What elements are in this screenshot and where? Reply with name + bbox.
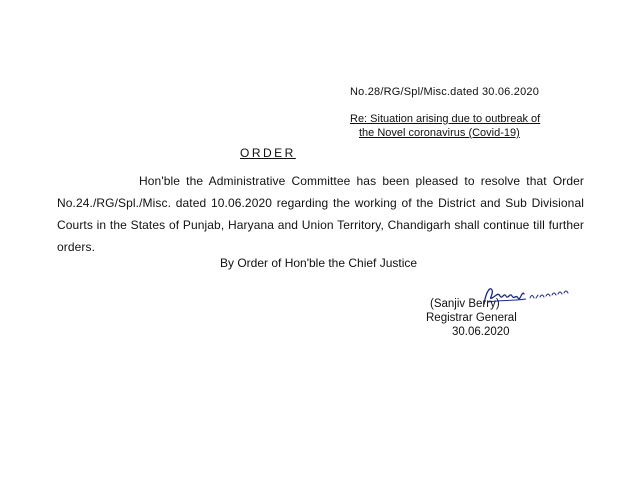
order-body: Hon'ble the Administrative Committee has been pleased to resolve that Order No.24./RG/Spl./Misc. dated 10.06.2020 regarding the working of the District and Sub Divisional Courts in the States of Punjab, Haryana and Union Territory, Chandigarh shall continue till further orders.: [57, 174, 584, 254]
signatory-date: 30.06.2020: [452, 326, 510, 338]
reference-number: No.28/RG/Spl/Misc.dated 30.06.2020: [350, 86, 540, 98]
signatory-designation: Registrar General: [426, 312, 517, 324]
closing-line: By Order of Hon'ble the Chief Justice: [220, 256, 418, 270]
subject-line: [350, 112, 540, 140]
subject-line-2-text: the Novel coronavirus (Covid-19): [359, 127, 520, 139]
page-title: ORDER: [240, 146, 296, 160]
signatory-name: (Sanjiv Berry): [430, 298, 500, 310]
subject-line-2: [350, 126, 540, 140]
subject-line-1: Re: Situation arising due to outbreak of: [350, 113, 541, 125]
